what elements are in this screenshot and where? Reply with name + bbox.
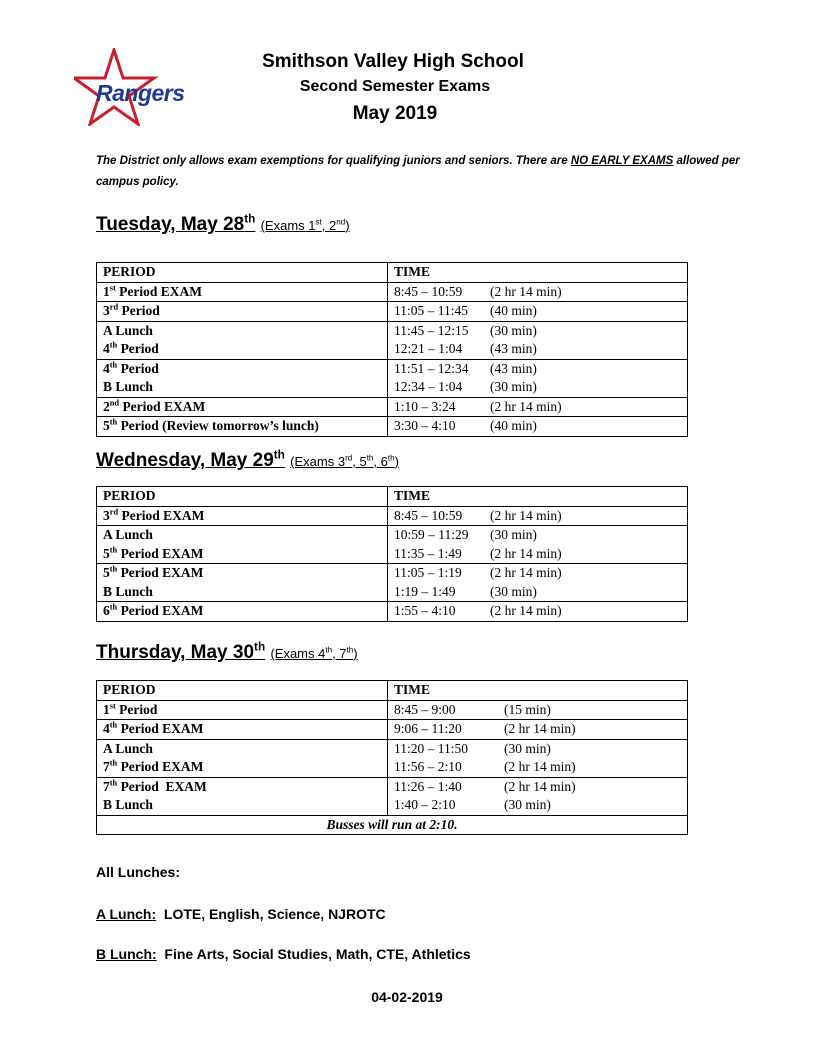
duration: (2 hr 14 min) bbox=[490, 545, 562, 561]
period-column-header: PERIOD bbox=[97, 263, 388, 283]
duration: (2 hr 14 min) bbox=[504, 778, 576, 794]
period-label: Period EXAM bbox=[117, 565, 204, 581]
table-row bbox=[97, 545, 688, 564]
period-ordinal: th bbox=[109, 602, 118, 612]
period-ordinal: th bbox=[109, 340, 118, 350]
duration: (2 hr 14 min) bbox=[490, 603, 562, 619]
period-ordinal: th bbox=[109, 758, 118, 768]
period-ordinal: th bbox=[109, 417, 118, 427]
period-ordinal: th bbox=[109, 545, 118, 555]
a-lunch-line bbox=[96, 906, 386, 922]
period-column-header: PERIOD bbox=[97, 681, 388, 701]
period-cell bbox=[97, 282, 388, 302]
period-cell bbox=[97, 417, 388, 437]
period-cell bbox=[97, 583, 388, 602]
duration: (2 hr 14 min) bbox=[490, 565, 562, 581]
table-header-row bbox=[97, 487, 688, 507]
time-cell bbox=[388, 526, 688, 545]
period-cell bbox=[97, 545, 388, 564]
exam-month: May 2019 bbox=[352, 103, 438, 124]
time-range: 12:21 – 1:04 bbox=[394, 341, 463, 357]
time-range: 1:10 – 3:24 bbox=[394, 398, 456, 414]
table-row bbox=[97, 302, 688, 322]
day-heading-wednesday bbox=[96, 450, 399, 472]
notice-text-2: allowed per campus policy. bbox=[96, 155, 740, 188]
period-cell bbox=[97, 340, 388, 359]
table-row bbox=[97, 720, 688, 740]
day-title: Thursday, May 30 bbox=[96, 642, 255, 663]
table-row bbox=[97, 321, 688, 340]
period-label: Period bbox=[115, 701, 158, 717]
period-label: Period EXAM bbox=[118, 507, 205, 523]
time-cell bbox=[388, 545, 688, 564]
period-number: 1 bbox=[103, 283, 110, 299]
duration: (30 min) bbox=[490, 379, 537, 395]
period-label: B Lunch bbox=[103, 379, 153, 395]
period-cell bbox=[97, 777, 388, 796]
period-cell bbox=[97, 700, 388, 720]
school-name: Smithson Valley High School bbox=[262, 51, 524, 72]
notice-emphasis: NO EARLY EXAMS bbox=[570, 155, 674, 167]
period-number: 5 bbox=[103, 545, 110, 561]
time-range: 11:56 – 2:10 bbox=[394, 759, 462, 775]
day-title-sup: th bbox=[244, 212, 256, 226]
period-ordinal: nd bbox=[109, 398, 120, 408]
bus-footnote: Busses will run at 2:10. bbox=[97, 815, 688, 835]
day-subtitle: (Exams 1st, 2nd) bbox=[260, 217, 350, 233]
table-row bbox=[97, 282, 688, 302]
period-label: A Lunch bbox=[103, 740, 153, 756]
time-range: 1:40 – 2:10 bbox=[394, 797, 456, 813]
period-cell bbox=[97, 321, 388, 340]
time-range: 11:05 – 1:19 bbox=[394, 565, 462, 581]
period-number: 5 bbox=[103, 418, 110, 434]
period-ordinal: st bbox=[109, 701, 116, 711]
period-label: Period EXAM bbox=[117, 603, 204, 619]
time-column-header: TIME bbox=[388, 263, 688, 283]
duration: (15 min) bbox=[504, 701, 551, 717]
period-label: Period bbox=[118, 303, 160, 319]
table-row bbox=[97, 758, 688, 777]
period-cell bbox=[97, 378, 388, 397]
period-cell bbox=[97, 397, 388, 417]
day-title-sup: th bbox=[254, 640, 266, 654]
time-range: 8:45 – 10:59 bbox=[394, 283, 463, 299]
period-label: Period EXAM bbox=[117, 759, 204, 775]
time-cell bbox=[388, 506, 688, 526]
b-lunch-label: B Lunch: bbox=[96, 946, 157, 962]
b-lunch-line bbox=[96, 946, 471, 962]
time-cell bbox=[388, 583, 688, 602]
period-label: A Lunch bbox=[103, 527, 153, 543]
table-row bbox=[97, 526, 688, 545]
time-range: 12:34 – 1:04 bbox=[394, 379, 463, 395]
period-number: 3 bbox=[103, 303, 110, 319]
schedule-table-wednesday bbox=[96, 486, 688, 622]
period-label: Period bbox=[117, 341, 159, 357]
time-cell bbox=[388, 321, 688, 340]
period-number: 1 bbox=[103, 701, 110, 717]
period-label: Period bbox=[117, 360, 159, 376]
period-number: 4 bbox=[103, 360, 110, 376]
period-label: Period EXAM bbox=[117, 721, 204, 737]
duration: (30 min) bbox=[490, 527, 537, 543]
table-row bbox=[97, 378, 688, 397]
day-title: Wednesday, May 29 bbox=[96, 450, 274, 471]
time-cell bbox=[388, 564, 688, 583]
logo-text: Rangers bbox=[96, 80, 185, 106]
duration: (2 hr 14 min) bbox=[504, 721, 576, 737]
time-cell bbox=[388, 602, 688, 622]
period-ordinal: th bbox=[109, 360, 118, 370]
notice-text-1: The District only allows exam exemptions for qualifying juniors and seniors. There are bbox=[96, 155, 571, 167]
table-row bbox=[97, 564, 688, 583]
time-cell bbox=[388, 739, 688, 758]
period-cell bbox=[97, 359, 388, 378]
time-cell bbox=[388, 302, 688, 322]
table-row bbox=[97, 602, 688, 622]
period-cell bbox=[97, 720, 388, 740]
time-range: 10:59 – 11:29 bbox=[394, 527, 469, 543]
duration: (2 hr 14 min) bbox=[490, 507, 562, 523]
time-range: 11:51 – 12:34 bbox=[394, 360, 469, 376]
period-label: Period EXAM bbox=[115, 283, 203, 299]
semester-title: Second Semester Exams bbox=[299, 78, 491, 95]
day-subtitle: (Exams 4th, 7th) bbox=[270, 645, 358, 661]
day-heading-thursday bbox=[96, 642, 358, 664]
time-cell bbox=[388, 417, 688, 437]
period-number: 7 bbox=[103, 759, 110, 775]
time-range: 11:26 – 1:40 bbox=[394, 778, 462, 794]
time-range: 11:45 – 12:15 bbox=[394, 322, 469, 338]
footnote-row bbox=[97, 815, 688, 835]
time-range: 11:05 – 11:45 bbox=[394, 303, 468, 319]
schedule-table-tuesday bbox=[96, 262, 688, 437]
period-label: Period EXAM bbox=[117, 545, 204, 561]
time-cell bbox=[388, 777, 688, 796]
time-cell bbox=[388, 397, 688, 417]
day-heading-tuesday bbox=[96, 214, 350, 236]
time-range: 11:20 – 11:50 bbox=[394, 740, 468, 756]
table-row bbox=[97, 583, 688, 602]
period-label: A Lunch bbox=[103, 322, 153, 338]
duration: (30 min) bbox=[504, 797, 551, 813]
duration: (2 hr 14 min) bbox=[504, 759, 576, 775]
period-number: 4 bbox=[103, 721, 110, 737]
period-label: B Lunch bbox=[103, 583, 153, 599]
period-cell bbox=[97, 739, 388, 758]
time-cell bbox=[388, 282, 688, 302]
table-header-row bbox=[97, 681, 688, 701]
duration: (30 min) bbox=[490, 583, 537, 599]
duration: (30 min) bbox=[504, 740, 551, 756]
period-column-header: PERIOD bbox=[97, 487, 388, 507]
period-label: Period EXAM bbox=[117, 778, 207, 794]
table-row bbox=[97, 796, 688, 815]
time-cell bbox=[388, 359, 688, 378]
period-number: 6 bbox=[103, 603, 110, 619]
time-column-header: TIME bbox=[388, 681, 688, 701]
duration: (2 hr 14 min) bbox=[490, 283, 562, 299]
lunches-heading: All Lunches: bbox=[96, 864, 181, 880]
duration: (30 min) bbox=[490, 322, 537, 338]
time-range: 9:06 – 11:20 bbox=[394, 721, 462, 737]
time-cell bbox=[388, 378, 688, 397]
table-row bbox=[97, 417, 688, 437]
period-ordinal: th bbox=[109, 720, 118, 730]
table-row bbox=[97, 700, 688, 720]
period-cell bbox=[97, 758, 388, 777]
period-ordinal: rd bbox=[109, 302, 119, 312]
period-ordinal: th bbox=[109, 778, 118, 788]
b-lunch-subjects: Fine Arts, Social Studies, Math, CTE, Athletics bbox=[156, 946, 471, 962]
time-range: 1:55 – 4:10 bbox=[394, 603, 456, 619]
period-label: B Lunch bbox=[103, 797, 153, 813]
period-cell bbox=[97, 302, 388, 322]
period-number: 4 bbox=[103, 341, 110, 357]
period-label: Period EXAM bbox=[119, 398, 206, 414]
period-label: Period (Review tomorrow’s lunch) bbox=[117, 418, 319, 434]
period-cell bbox=[97, 564, 388, 583]
time-range: 1:19 – 1:49 bbox=[394, 583, 456, 599]
period-number: 2 bbox=[103, 398, 110, 414]
time-range: 8:45 – 9:00 bbox=[394, 701, 456, 717]
period-number: 7 bbox=[103, 778, 110, 794]
time-cell bbox=[388, 796, 688, 815]
period-ordinal: th bbox=[109, 564, 118, 574]
schedule-table-thursday bbox=[96, 680, 688, 835]
time-column-header: TIME bbox=[388, 487, 688, 507]
a-lunch-subjects: LOTE, English, Science, NJROTC bbox=[156, 906, 386, 922]
table-row bbox=[97, 739, 688, 758]
period-number: 5 bbox=[103, 565, 110, 581]
time-cell bbox=[388, 720, 688, 740]
page-header bbox=[0, 50, 814, 128]
table-row bbox=[97, 397, 688, 417]
table-row bbox=[97, 506, 688, 526]
table-row bbox=[97, 340, 688, 359]
table-header-row bbox=[97, 263, 688, 283]
day-title: Tuesday, May 28 bbox=[96, 214, 245, 235]
duration: (43 min) bbox=[490, 341, 537, 357]
period-ordinal: st bbox=[109, 283, 116, 293]
time-cell bbox=[388, 758, 688, 777]
period-cell bbox=[97, 602, 388, 622]
duration: (40 min) bbox=[490, 303, 537, 319]
day-title-sup: th bbox=[273, 448, 285, 462]
duration: (40 min) bbox=[490, 418, 537, 434]
table-row bbox=[97, 359, 688, 378]
a-lunch-label: A Lunch: bbox=[96, 906, 157, 922]
period-cell bbox=[97, 796, 388, 815]
time-cell bbox=[388, 700, 688, 720]
period-number: 3 bbox=[103, 507, 110, 523]
duration: (43 min) bbox=[490, 360, 537, 376]
period-cell bbox=[97, 506, 388, 526]
duration: (2 hr 14 min) bbox=[490, 398, 562, 414]
time-cell bbox=[388, 340, 688, 359]
revision-date: 04-02-2019 bbox=[371, 989, 443, 1005]
time-range: 8:45 – 10:59 bbox=[394, 507, 463, 523]
period-cell bbox=[97, 526, 388, 545]
exemption-notice bbox=[96, 151, 756, 193]
period-ordinal: rd bbox=[109, 507, 119, 517]
time-range: 11:35 – 1:49 bbox=[394, 545, 462, 561]
day-subtitle: (Exams 3rd, 5th, 6th) bbox=[290, 453, 399, 469]
table-row bbox=[97, 777, 688, 796]
time-range: 3:30 – 4:10 bbox=[394, 418, 456, 434]
